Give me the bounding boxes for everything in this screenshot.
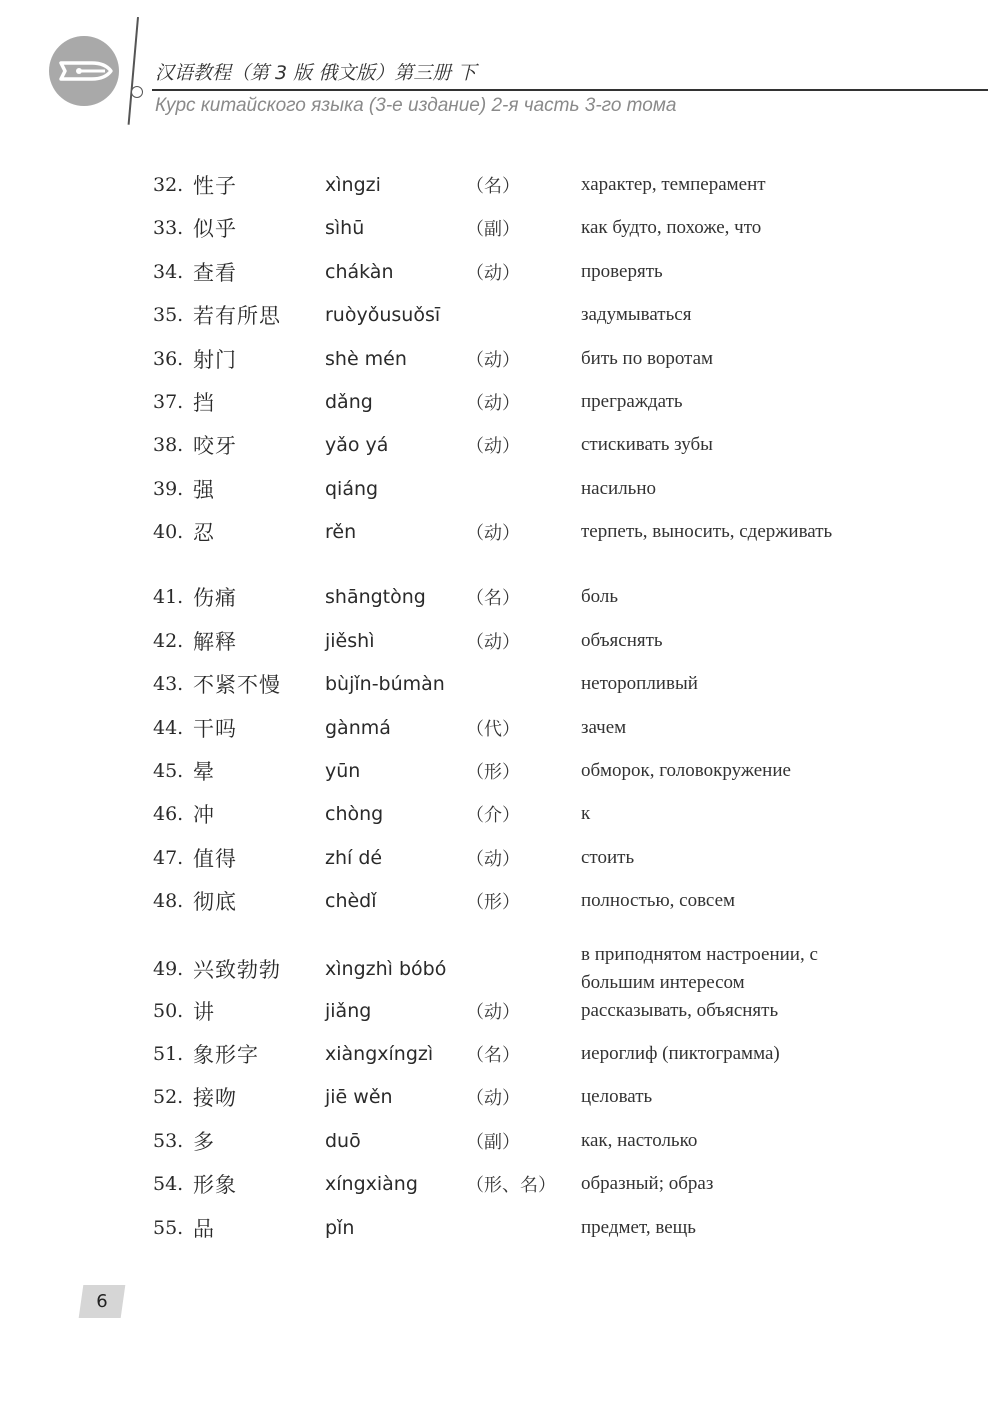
header-title-chinese: 汉语教程（第 3 版 俄文版）第三册 下 [155,62,477,84]
vocab-pinyin: yūn [325,760,361,782]
vocab-hanzi: 咬牙 [193,434,237,458]
vocab-hanzi: 接吻 [193,1086,237,1110]
vocab-translation: объяснять [581,630,663,651]
vocab-translation: образный; образ [581,1173,714,1194]
vocab-translation: иероглиф (пиктограмма) [581,1043,780,1064]
vocab-hanzi: 伤痛 [193,586,237,610]
vocab-pinyin: yǎo yá [325,434,389,456]
vocab-hanzi: 若有所思 [193,304,281,328]
vocab-hanzi: 形象 [193,1173,237,1197]
vocab-hanzi: 忍 [193,521,215,545]
vocab-part-of-speech: （动） [466,1088,520,1109]
vocab-hanzi: 多 [193,1130,215,1154]
vocab-number: 53. [153,1130,184,1152]
vocab-part-of-speech: （动） [466,350,520,371]
vocab-part-of-speech: （名） [466,1045,520,1066]
vocab-number: 32. [153,174,184,196]
vocab-number: 36. [153,348,184,370]
vocab-pinyin: xìngzhì bóbó [325,958,447,980]
vocab-hanzi: 品 [193,1217,215,1241]
vocab-number: 45. [153,760,184,782]
header-dot-ornament [131,86,143,98]
vocab-translation: задумываться [581,304,692,325]
vocab-part-of-speech: （形、名） [466,1175,556,1196]
vocab-hanzi: 冲 [193,803,215,827]
vocab-translation: насильно [581,478,657,499]
header-rule [152,89,988,91]
page-number: 6 [96,1291,108,1312]
vocab-hanzi: 值得 [193,847,237,871]
vocab-translation: к [581,803,591,824]
vocab-number: 38. [153,434,184,456]
vocab-translation: полностью, совсем [581,890,736,911]
vocab-number: 40. [153,521,184,543]
vocab-number: 34. [153,261,184,283]
vocab-hanzi: 晕 [193,760,215,784]
vocab-hanzi: 挡 [193,391,215,415]
vocab-pinyin: jiǎng [325,1000,372,1022]
vocab-hanzi: 查看 [193,261,237,285]
vocab-hanzi: 象形字 [193,1043,259,1067]
vocab-hanzi: 解释 [193,630,237,654]
vocab-pinyin: xiàngxíngzì [325,1043,434,1065]
vocab-pinyin: bùjǐn-búmàn [325,673,445,695]
vocab-pinyin: jiěshì [325,630,375,652]
vocab-number: 43. [153,673,184,695]
vocab-number: 46. [153,803,184,825]
vocab-translation: характер, темперамент [581,174,766,195]
vocab-pinyin: sìhū [325,217,365,239]
vocab-number: 37. [153,391,184,413]
vocab-part-of-speech: （介） [466,805,520,826]
vocab-translation: в приподнятом настроении, с большим интересом [581,944,818,993]
vocab-hanzi: 彻底 [193,890,237,914]
vocab-pinyin: jiē wěn [325,1086,393,1108]
vocab-number: 41. [153,586,184,608]
vocab-number: 50. [153,1000,184,1022]
vocab-translation: проверять [581,261,663,282]
vocab-pinyin: pǐn [325,1217,355,1239]
vocab-number: 44. [153,717,184,739]
vocab-translation: бить по воротам [581,348,714,369]
vocab-pinyin: rěn [325,521,357,543]
vocab-hanzi: 射门 [193,348,237,372]
vocab-hanzi: 兴致勃勃 [193,958,281,982]
vocab-hanzi: 不紧不慢 [193,673,281,697]
vocab-pinyin: chèdǐ [325,890,377,912]
vocab-part-of-speech: （形） [466,762,520,783]
vocab-translation: стискивать зубы [581,434,713,455]
vocab-translation: как, настолько [581,1130,698,1151]
vocab-pinyin: zhí dé [325,847,383,869]
vocab-part-of-speech: （动） [466,523,520,544]
vocab-translation: неторопливый [581,673,698,694]
pen-nib-logo-icon [49,36,119,106]
vocab-hanzi: 强 [193,478,215,502]
vocab-translation: предмет, вещь [581,1217,696,1238]
vocab-part-of-speech: （动） [466,1002,520,1023]
vocab-pinyin: qiáng [325,478,379,500]
vocab-pinyin: gànmá [325,717,391,739]
vocab-hanzi: 讲 [193,1000,215,1024]
vocab-number: 35. [153,304,184,326]
vocab-number: 55. [153,1217,184,1239]
vocab-pinyin: ruòyǒusuǒsī [325,304,441,326]
vocab-number: 48. [153,890,184,912]
vocab-pinyin: dǎng [325,391,373,413]
vocab-pinyin: shāngtòng [325,586,426,608]
vocab-translation: обморок, головокружение [581,760,791,781]
header-divider-line [128,17,139,125]
vocab-part-of-speech: （副） [466,219,520,240]
vocab-translation: терпеть, выносить, сдерживать [581,521,833,542]
vocab-part-of-speech: （代） [466,719,520,740]
vocab-number: 51. [153,1043,184,1065]
vocab-translation: как будто, похоже, что [581,217,762,238]
vocab-part-of-speech: （名） [466,176,520,197]
vocab-number: 47. [153,847,184,869]
vocab-translation: боль [581,586,619,607]
vocab-pinyin: xíngxiàng [325,1173,418,1195]
vocab-number: 42. [153,630,184,652]
vocab-pinyin: xìngzi [325,174,381,196]
vocab-part-of-speech: （名） [466,588,520,609]
vocab-translation: целовать [581,1086,653,1107]
vocab-part-of-speech: （动） [466,263,520,284]
vocab-part-of-speech: （动） [466,436,520,457]
vocab-pinyin: duō [325,1130,361,1152]
vocab-part-of-speech: （动） [466,632,520,653]
vocab-hanzi: 干吗 [193,717,237,741]
vocab-number: 49. [153,958,184,980]
vocab-translation: зачем [581,717,627,738]
vocab-part-of-speech: （形） [466,892,520,913]
vocab-translation: рассказывать, объяснять [581,1000,779,1021]
header-title-russian: Курс китайского языка (3-е издание) 2-я часть 3-го тома [155,95,677,116]
vocab-translation: стоить [581,847,635,868]
vocab-number: 33. [153,217,184,239]
vocab-pinyin: shè mén [325,348,407,370]
vocab-number: 54. [153,1173,184,1195]
vocab-part-of-speech: （动） [466,393,520,414]
vocab-hanzi: 似乎 [193,217,237,241]
vocab-pinyin: chákàn [325,261,394,283]
vocab-hanzi: 性子 [193,174,237,198]
vocab-part-of-speech: （动） [466,849,520,870]
vocab-number: 39. [153,478,184,500]
vocab-pinyin: chòng [325,803,384,825]
vocab-number: 52. [153,1086,184,1108]
vocab-part-of-speech: （副） [466,1132,520,1153]
vocab-translation: преграждать [581,391,683,412]
